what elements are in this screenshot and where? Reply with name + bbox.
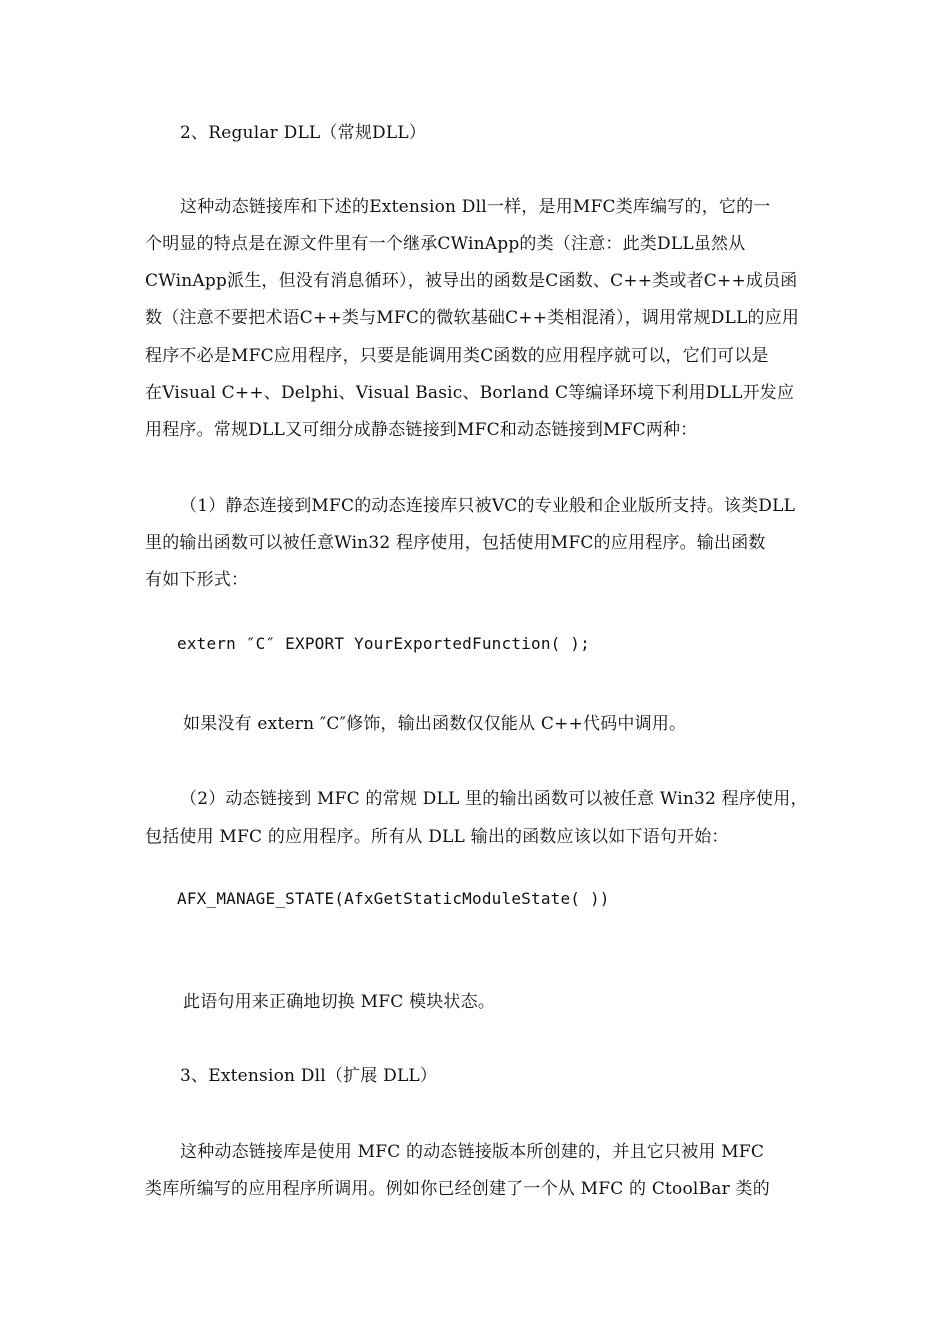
paragraph-line: CWinApp派生，但没有消息循环），被导出的函数是C函数、C++类或者C++成员函 [145, 271, 798, 291]
section-heading-extension-dll: 3、Extension Dll（扩展 DLL） [180, 1066, 438, 1086]
paragraph-line: （1）静态连接到MFC的动态连接库只被VC的专业般和企业版所支持。该类DLL [180, 496, 796, 516]
paragraph-line: 这种动态链接库和下述的Extension Dll一样，是用MFC类库编写的，它的一 [180, 197, 771, 217]
paragraph-line: 用程序。常规DLL又可细分成静态链接到MFC和动态链接到MFC两种： [145, 420, 698, 440]
paragraph-line: 里的输出函数可以被任意Win32 程序使用，包括使用MFC的应用程序。输出函数 [145, 533, 766, 553]
paragraph-line: 包括使用 MFC 的应用程序。所有从 DLL 输出的函数应该以如下语句开始： [145, 827, 729, 847]
paragraph-line: 此语句用来正确地切换 MFC 模块状态。 [183, 992, 496, 1012]
paragraph-line: 在Visual C++、Delphi、Visual Basic、Borland C等编译环境下利用DLL开发应 [145, 383, 795, 403]
paragraph-line: 类库所编写的应用程序所调用。例如你已经创建了一个从 MFC 的 CtoolBar 类的 [145, 1179, 770, 1199]
code-line-export: extern ″C″ EXPORT YourExportedFunction( ); [177, 634, 590, 653]
code-line-afx-manage-state: AFX_MANAGE_STATE(AfxGetStaticModuleState( )) [177, 889, 610, 908]
section-heading-regular-dll: 2、Regular DLL（常规DLL） [180, 123, 427, 143]
paragraph-line: 有如下形式： [145, 570, 249, 590]
paragraph-line: （2）动态链接到 MFC 的常规 DLL 里的输出函数可以被任意 Win32 程序使用， [180, 789, 808, 809]
paragraph-line: 数（注意不要把术语C++类与MFC的微软基础C++类相混淆），调用常规DLL的应用 [145, 308, 800, 328]
paragraph-line: 如果没有 extern ″C″修饰，输出函数仅仅能从 C++代码中调用。 [183, 714, 687, 734]
paragraph-line: 这种动态链接库是使用 MFC 的动态链接版本所创建的，并且它只被用 MFC [180, 1142, 765, 1162]
paragraph-line: 个明显的特点是在源文件里有一个继承CWinApp的类（注意：此类DLL虽然从 [145, 234, 746, 254]
paragraph-line: 程序不必是MFC应用程序，只要是能调用类C函数的应用程序就可以，它们可以是 [145, 346, 769, 366]
